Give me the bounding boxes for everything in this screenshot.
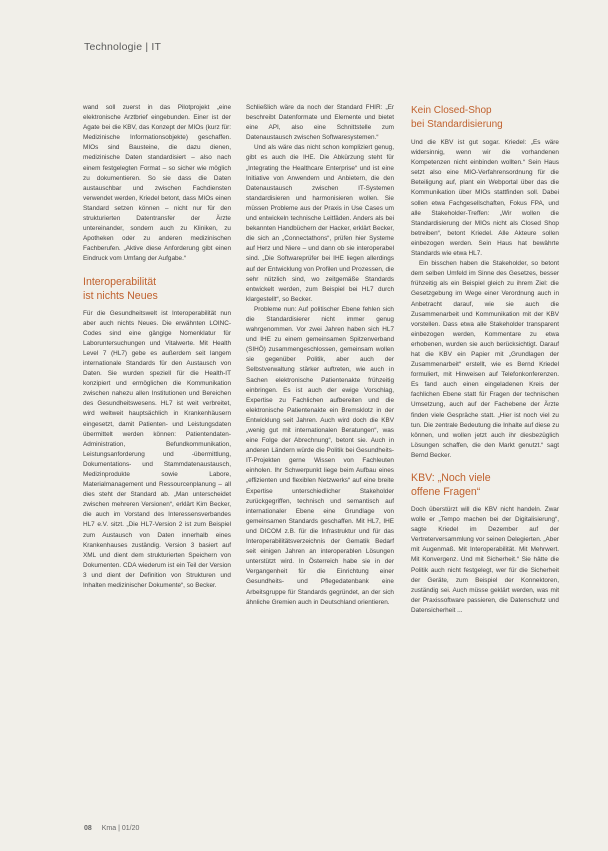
paragraph: Und die KBV ist gut sogar. Kriedel: „Es wäre widersinnig, wenn wir die vorhandenen Kompetenzen nicht einbinden wollten.“ Sein Haus setzt also eine MIO-Verfahrensordnung für die Beteiligung auf, plant ein Webportal über das die Kommunikation über MIOs stattfinden soll. Dabei sollen etwa Fachgesellschaften, Fokus FPA, und alle Stakeholder-Treffen: „Wir wollen die Standardisierung der MIOs nicht als Closed Shop betreiben“, betont Kriedel. Alle Akteure sollen einbezogen werden. Sein Haus hat bewährte Standards wie etwa HL7. xyxy=(411,139,559,258)
paragraph: Probleme nun: Auf politischer Ebene fehlen sich die Standardisierer nicht immer genug wahrgenommen. Vor zwei Jahren haben sich HL7 und IHE zu einem gemeinsamen Spitzenverband (SIHÖ) zusammengeschlossen, gemeinsam wollen sie gegenüber Politik, aber auch der Selbstverwaltung stärker auftreten, wie auch in Sachen elektronische Patientenakte frühzeitig einbringen. Es ist auch der ewige Vorschlag, Expertise zu Fachlichen aufbereiten und die elektronische Patientenakte ein Bremsklotz in der Entwicklung seit Jahren. Auch wird doch die KBV „wenig gut mit internationalen Beratungen“, was eine Folge der Abrechnung“, betont sie. Auch in anderen Ländern würde die Politik bei Gesundheits-IT-Projekten gerne Wissen von Fachleuten einholen. Ihr Schwerpunkt liege beim Aufbau eines „effizienten und flexiblen Netzwerks“ auf eine breite Expertise unterschiedlicher Stakeholder zurückgegriffen, technisch und semantisch auf internationaler Ebene eine Grundlage von gemeinsamen Standards geschaffen. Mit HL7, IHE und DICOM z.B. für die Infrastruktur und für das Interoperabilitätsverzeichnis der Gematik Bedarf seit einigen Jahren an interoperablen Lösungen unterstützt wird. In Österreich habe sie in der Vergangenheit für die Einrichtung einer Gesundheits- und Pflegedatenbank eine Arbeitsgruppe für Standards gegründet, an der sich ähnliche Gremien auch in Deutschland orientieren. xyxy=(246,305,394,606)
subheading-line: Interoperabilität xyxy=(83,275,157,288)
page-footer xyxy=(84,825,139,832)
paragraph: Schließlich wäre da noch der Standard FHIR: „Er beschreibt Datenformate und Elemente und bietet eine API, also eine Schnittstelle zum Datenaustausch zwischen Softwaresystemen.“ xyxy=(246,104,394,142)
text-column-3 xyxy=(411,103,559,616)
paragraph: Und als wäre das nicht schon kompliziert genug, gibt es auch die IHE. Die Abkürzung steht für „Integrating the Healthcare Enterprise“ und ist eine Initiative von Anwendern und Anbietern, die den Datenaustausch zwischen IT-Systemen standardisieren und harmonisieren wollen. Sie müssen Probleme aus der Praxis in Use Cases um und entwickeln technische Leitfäden. Anders als bei bekannten Handbüchern der Hacker, erklärt Becker, die sich an „Connectathons“, prüfen hier Systeme auf Herz und Niere – und dann ob sie interoperabel sind. „Die Softwareprüfer bei IHE liegen allerdings auf der Entwicklung von Profilen und Prozessen, die sehr nützlich sind, wo zeitgemäße Standards entwickelt werden, zum Beispiel bei HL7 durch klargestellt“, so Becker. xyxy=(246,144,394,303)
subheading-kbv xyxy=(411,471,559,499)
paragraph: Für die Gesundheitswelt ist Interoperabilität nun aber auch nichts Neues. Die erwähnten LOINC-Codes sind eine gängige Nomenklatur für Laboruntersuchungen und Vitalwerte. Mit Health Level 7 (HL7) gebe es außerdem seit langem internationale Standards für den Austausch von Daten. Sie wurden speziell für die Health-IT konzipiert und ermöglichen die Kommunikation zwischen nahezu allen Institutionen und Bereichen des Gesundheitswesens. HL7 ist weit verbreitet, wird weltweit hauptsächlich in Krankenhäusern eingesetzt, damit Patienten- und Leistungsdaten übermittelt werden können: Patientendaten-Administration, Befundkommunikation, Leistungsanforderung und -übermittlung, Dokumentations- und Stammdatenaustausch, Medizinprodukte sowie Labore, Materialmanagement und Ressourcenplanung – all dies steht der Standard ab. „Man unterscheidet zwischen mehreren Versionen“, erklärt Kim Becker, die auch im Vorstand des Interessensverbandes HL7 e.V. sitzt. „Die HL7-Version 2 ist zum Beispiel zum Austausch von Daten innerhalb eines Krankenhauses zuständig. Version 3 basiert auf XML und dient dem strukturierten Speichern von Dokumenten. CDA wiederum ist ein Teil der Version 3 und dient der Definition von Strukturen und Inhalten medizinischer Dokumente“, so Becker. xyxy=(83,309,231,590)
page-number: 08 xyxy=(84,825,92,832)
paragraph: Doch überstürzt will die KBV nicht handeln. Zwar wolle er „Tempo machen bei der Digitalisierung“, sagte Kriedel im Dezember auf der Vertreterversammlung vor seinen Delegierten. „Aber mit Augenmaß. Mit Interoperabilität. Mit Mehrwert. Mit Konvergenz. Und mit Sicherheit.“ Sie hätte die Politik auch nicht festgelegt, wer für die Sicherheit der Geräte, zum Beispiel der Konnektoren, zuständig sei. Auch müsse geklärt werden, was mit der Praxissoftware passieren, die Datenschutz und Datensicherheit ... xyxy=(411,506,559,614)
paragraph: wand soll zuerst in das Pilotprojekt „eine elektronische Arztbrief eingebunden. Einer ist der Agate bei die KBV, das Konzept der MIOs (kurz für: Medizinische Informationsobjekte) geschaffen. MIOs sind Bausteine, die dazu dienen, medizinische Daten standardisiert – also nach einem festgelegten Format – so sicher wie möglich zu dokumentieren. So sie dass die Daten austauschbar und zwischen Fachdiensten verwendet werden, Kriedel betont, dass MIOs einen Standard setzen können – nicht nur für den strukturierten Datentransfer der Ärzte untereinander, sondern auch zu Kliniken, zu Apotheken oder zu anderen medizinischen Fachberufen. „Aktive diese Anforderung gibt einen Eindruck vom Umfang der Aufgabe.“ xyxy=(83,104,231,263)
subheading-line: KBV: „Noch viele xyxy=(411,472,491,484)
subheading-line: bei Standardisierung xyxy=(411,119,503,130)
text-column-1 xyxy=(83,103,231,591)
subheading-line: Kein Closed-Shop xyxy=(411,105,492,116)
subheading-line: offene Fragen“ xyxy=(411,486,481,498)
section-header: Technologie | IT xyxy=(84,41,162,53)
magazine-name: Kma | 01/20 xyxy=(101,825,140,832)
subheading-interoperability xyxy=(83,275,231,303)
paragraph: Ein bisschen haben die Stakeholder, so betont dem selben Umfeld im Sinne des Gesetzes, besser frühzeitig als ein Beispiel gleich zu ihrem Ziel: die Gesetzgebung im Wege einer Verordnung auch in Anbetracht darauf, wie sie auch die Zusammenarbeit und Kommunikation mit der KBV vorstellen. Dass etwa alle Stakeholder transparent einbezogen werden, Kommentare zu etwa erhobenen, wurden sie auch berücksichtigt. Darauf hat die KBV ein Papier mit „Grundlagen der Zusammenarbeit“ erstellt, wie es Bernd Kriedel formuliert, mit Hinweisen auf Telefonkonferenzen. Es fand auch einen eingeladenen Kreis der fachlichen Ebene statt für Fragen der technischen Umsetzung, auch auf der Fachebene der Ärzte finden viele Gespräche statt. „Hier ist noch viel zu tun. Die zentrale Bedeutung die Inhalte auf diese zu können, und wollen jetzt auch ihr diesbezüglich Lösungen schaffen, die den Markt genutzt.“ sagt Bernd Becker. xyxy=(411,260,559,459)
subheading-line: ist nichts Neues xyxy=(83,289,158,302)
subheading-closed-shop xyxy=(411,104,559,132)
text-column-2 xyxy=(246,103,394,608)
